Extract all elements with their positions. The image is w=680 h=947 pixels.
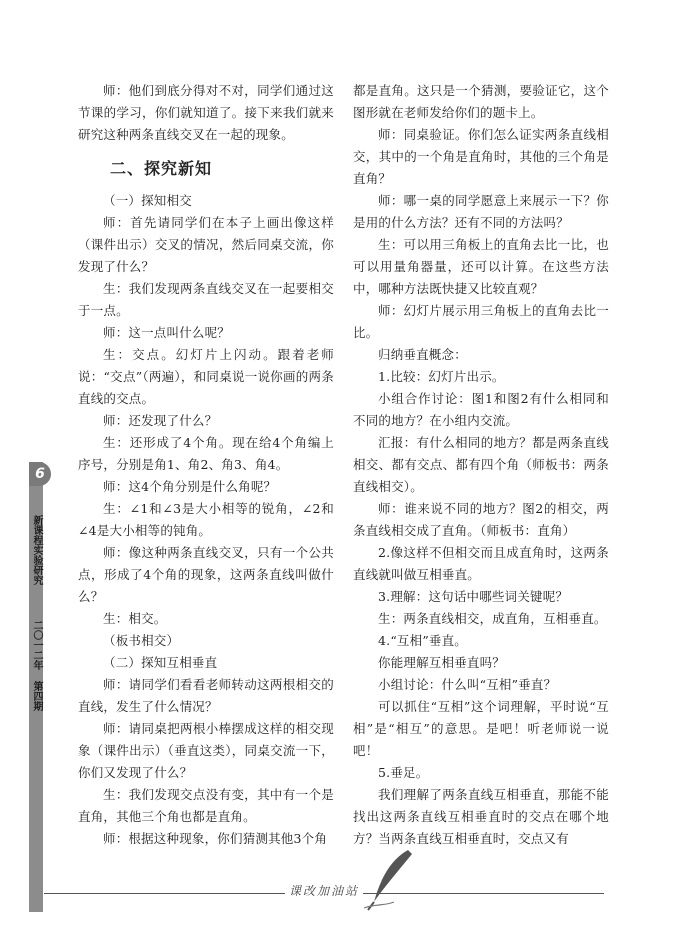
paragraph: 师：还发现了什么？ <box>103 413 218 428</box>
paragraph: 生：我们发现两条直线交叉在一起要相交于一点。 <box>78 281 334 318</box>
paragraph: 师：幻灯片展示用三角板上的直角去比一比。 <box>353 303 609 340</box>
paragraph: 师：他们到底分得对不对，同学们通过这节课的学习，你们就知道了。接下来我们就来研究这种两条直线交叉在一起的现象。 <box>78 83 334 142</box>
paragraph: 小组合作讨论：图1和图2有什么相同和不同的地方？在小组内交流。 <box>353 391 609 428</box>
paragraph: 师：像这种两条直线交叉，只有一个公共点，形成了4个角的现象，这两条直线叫做什么？ <box>78 545 334 604</box>
paragraph: 师：这一点叫什么呢？ <box>103 325 231 340</box>
paragraph: 师：请同桌把两根小棒摆成这样的相交现象（课件出示）（垂直这类），同桌交流一下，你们又发现了什么？ <box>78 721 334 780</box>
paragraph: 4.“互相”垂直。 <box>378 633 468 648</box>
section-heading: 二、探究新知 <box>110 159 213 178</box>
paragraph: 师：请同学们看看老师转动这两根相交的直线，发生了什么情况？ <box>78 677 334 714</box>
paragraph: 生：相交。 <box>103 611 167 626</box>
paragraph: 2.像这样不但相交而且成直角时，这两条直线就叫做互相垂直。 <box>353 545 609 582</box>
paragraph: 生：还形成了4个角。现在给4个角编上序号，分别是角1、角2、角3、角4。 <box>78 435 334 472</box>
issue-label: 二〇一二年 第四期 <box>31 620 42 711</box>
paragraph: 都是直角。这只是一个猜测，要验证它，这个图形就在老师发给你们的题卡上。 <box>353 83 609 120</box>
paragraph: （一）探知相交 <box>103 193 192 208</box>
paragraph: 师：根据这种现象，你们猜测其他3个角 <box>103 831 328 846</box>
paragraph: 师：谁来说不同的地方？图2的相交，两条直线相交成了直角。（师板书：直角） <box>353 501 609 538</box>
paragraph: 5.垂足。 <box>378 765 429 780</box>
paragraph: 生：∠1和∠3是大小相等的锐角，∠2和∠4是大小相等的钝角。 <box>78 501 334 538</box>
paragraph: 师：哪一桌的同学愿意上来展示一下？你是用的什么方法？还有不同的方法吗？ <box>353 193 609 230</box>
paragraph: 生：两条直线相交，成直角，互相垂直。 <box>378 611 607 626</box>
paragraph: 生：我们发现交点没有变，其中有一个是直角，其他三个角也都是直角。 <box>78 787 334 824</box>
page-number: 6 <box>29 462 51 486</box>
paragraph: 3.理解：这句话中哪些词关键呢？ <box>378 589 569 604</box>
paragraph: 可以抓住“互相”这个词理解，平时说“互相”是“相互”的意思。是吧！听老师说一说吧！ <box>353 699 609 758</box>
paragraph: 生：可以用三角板上的直角去比一比，也可以用量角器量，还可以计算。在这些方法中，哪种方法既快捷又比较直观？ <box>353 237 609 296</box>
paragraph: （板书相交） <box>103 633 180 648</box>
paragraph: 小组讨论：什么叫“互相”垂直？ <box>378 677 557 692</box>
paragraph: 师：首先请同学们在本子上画出像这样（课件出示）交叉的情况，然后同桌交流，你发现了什么？ <box>78 215 334 274</box>
journal-name: 新课程实验研究 <box>31 515 42 585</box>
paragraph: 师：同桌验证。你们怎么证实两条直线相交，其中的一个角是直角时，其他的三个角是直角？ <box>353 127 609 186</box>
left-column <box>78 80 334 850</box>
paragraph: 汇报：有什么相同的地方？都是两条直线相交、都有交点、都有四个角（师板书：两条直线相交）。 <box>353 435 609 494</box>
paragraph: 师：这4个角分别是什么角呢？ <box>103 479 277 494</box>
paragraph: （二）探知互相垂直 <box>103 655 218 670</box>
paragraph: 你能理解互相垂直吗？ <box>378 655 506 670</box>
paragraph: 我们理解了两条直线互相垂直，那能不能找出这两条直线互相垂直时的交点在哪个地方？当两条直线互相垂直时，交点又有 <box>353 787 609 846</box>
footer-brand: 课改加油站 <box>285 882 363 899</box>
paragraph: 归纳垂直概念： <box>378 347 467 362</box>
quill-pen-icon <box>360 846 420 912</box>
paragraph: 1.比较：幻灯片出示。 <box>378 369 505 384</box>
right-column <box>353 80 609 850</box>
paragraph: 生：交点。幻灯片上闪动。跟着老师说：“交点”（两遍），和同桌说一说你画的两条直线的交点。 <box>78 347 334 406</box>
